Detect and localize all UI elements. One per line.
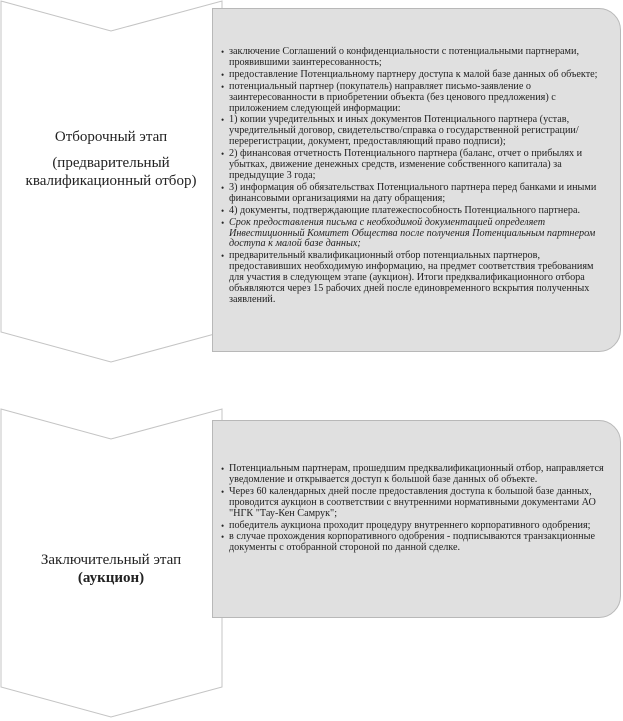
list-item: • предварительный квалификационный отбор потенциальных партнеров, предоставивших необходимую информацию, на предмет соответствия требованиям для участия в следующем этапе (аукцион). Итоги предквалификационного отбора объявляются через 15 рабочих дней после единовременного вскрытия полученных заявлений. [221,251,606,306]
list-item: • заключение Соглашений о конфиденциальности с потенциальными партнерами, проявившими заинтересованность; [221,47,606,69]
list-item: • потенциальный партнер (покупатель) направляет письмо-заявление о заинтересованности в приобретении объекта (без ценового предложения) с приложением следующей информации: [221,82,606,115]
stage-2-title [0,551,222,587]
list-item: • предоставление Потенциальному партнеру доступа к малой базе данных об объекте; [221,70,606,81]
list-item: • победитель аукциона проходит процедуру внутреннего корпоративного одобрения; [221,521,606,532]
list-item: • 1) копии учредительных и иных документов Потенциального партнера (устав, учредительный договор, свидетельство/справка о государственной регистрации/перерегистрации, документ, предоставляющий право подписи); [221,115,606,148]
stage-2-details [212,420,621,618]
stage-1-list [221,47,606,306]
stage-1-details [212,8,621,352]
stage-1-title-line3: квалификационный отбор) [25,173,197,189]
stage-2-title-line1: Заключительный этап [40,552,182,568]
stage-2-title-line2: (аукцион) [77,570,145,586]
stage-1-title [0,128,222,190]
list-item: • 3) информация об обязательствах Потенциального партнера перед банками и иными финансовыми организациями на дату обращения; [221,183,606,205]
list-item: • Через 60 календарных дней после предоставления доступа к большой базе данных, проводится аукцион в соответствии с внутренними нормативными документами АО "НГК "Тау-Кен Самрук"; [221,487,606,520]
list-item: • Потенциальным партнерам, прошедшим предквалификационный отбор, направляется уведомление и открывается доступ к большой базе данных об объекте. [221,464,606,486]
list-item: • в случае прохождения корпоративного одобрения - подписываются транзакционные документы с отобранной стороной по данной сделке. [221,532,606,554]
stage-1-title-line2: (предварительный [52,155,170,171]
stage-1-title-line1: Отборочный этап [54,129,168,145]
list-item: • 2) финансовая отчетность Потенциального партнера (баланс, отчет о прибылях и убытках, движение денежных средств, изменение собственного капитала) за предыдущие 3 года; [221,149,606,182]
stage-2-list [221,464,606,554]
list-item: • Срок предоставления письма с необходимой документацией определяет Инвестиционный Комитет Общества после получения Потенциальным партнером доступа к малой базе данных; [221,218,606,251]
list-item: • 4) документы, подтверждающие платежеспособность Потенциального партнера. [221,206,606,217]
